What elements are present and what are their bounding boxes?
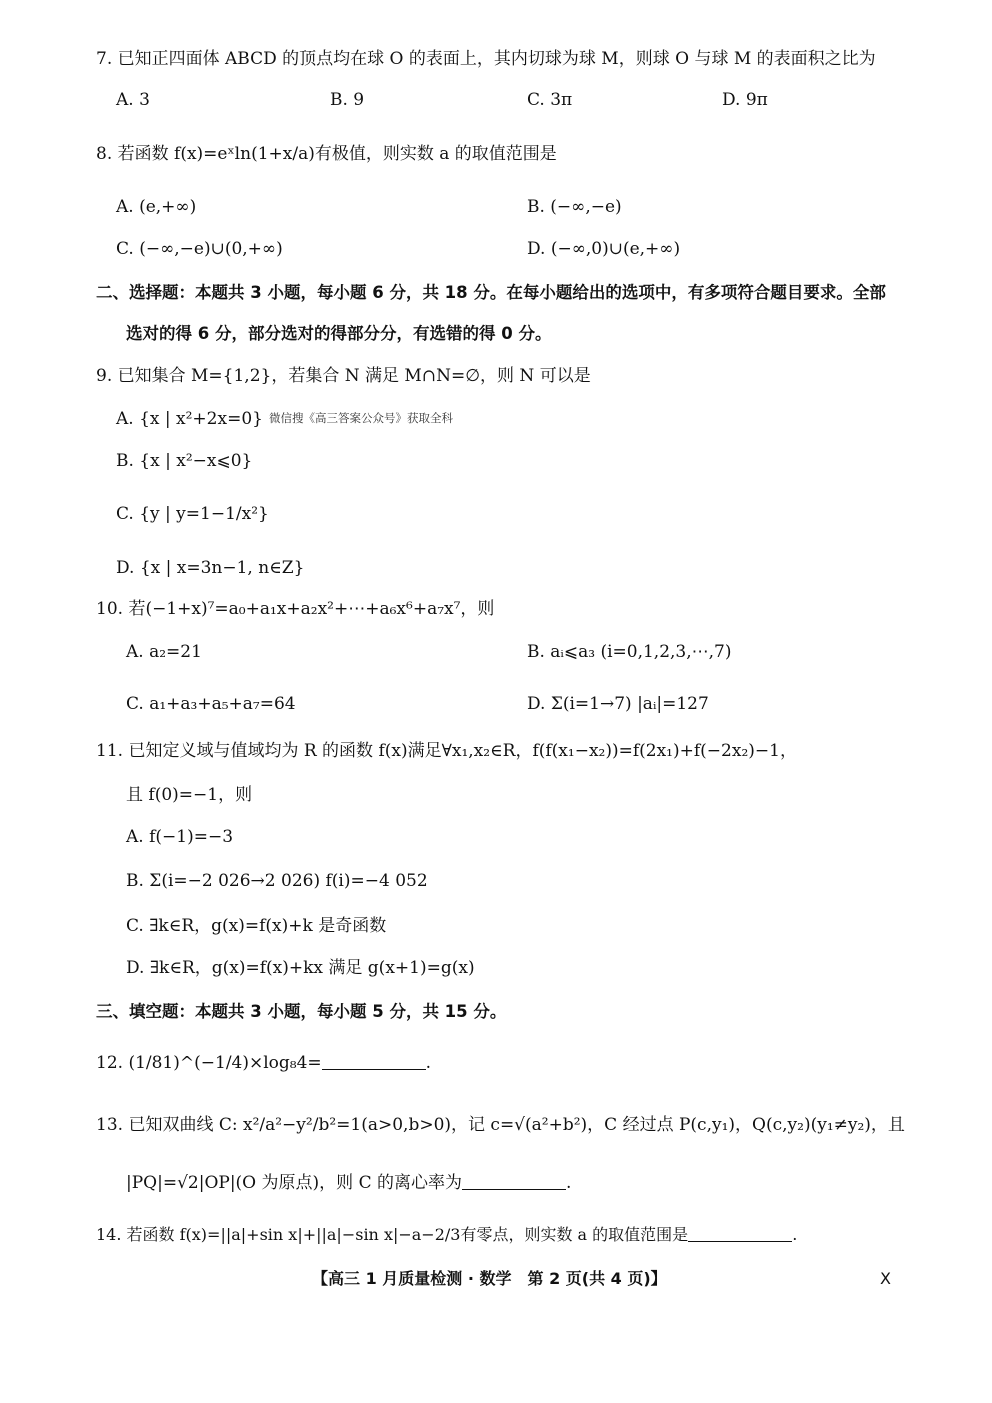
q11-stem-line1: 11. 已知定义域与值域均为 R 的函数 f(x)满足∀x₁,x₂∈R，f(f(x₁−x₂))=f(2x₁)+f(−2x₂)−1， — [96, 741, 797, 761]
q7-option-b: B. 9 — [330, 90, 365, 110]
q12-answer-blank[interactable] — [322, 1053, 426, 1070]
q11-stem-line2: 且 f(0)=−1，则 — [126, 785, 253, 805]
q9-option-a: A. {x | x²+2x=0} — [116, 409, 263, 429]
q9-stem: 9. 已知集合 M={1,2}，若集合 N 满足 M∩N=∅，则 N 可以是 — [96, 366, 591, 386]
section2-header-line2: 选对的得 6 分，部分选对的得部分分，有选错的得 0 分。 — [126, 324, 552, 343]
q14-stem: 14. 若函数 f(x)=||a|+sin x|+||a|−sin x|−a−2/3有零点，则实数 a 的取值范围是 — [96, 1225, 689, 1244]
q11-option-b: B. Σ(i=−2 026→2 026) f(i)=−4 052 — [126, 871, 428, 891]
q11-option-a: A. f(−1)=−3 — [126, 827, 234, 847]
q10-option-a: A. a₂=21 — [126, 642, 202, 662]
section2-header-line1: 二、选择题：本题共 3 小题，每小题 6 分，共 18 分。在每小题给出的选项中，有多项符合题目要求。全部 — [96, 283, 886, 302]
q9-option-a-row — [116, 407, 453, 430]
q8-option-d: D. (−∞,0)∪(e,+∞) — [527, 239, 681, 259]
q10-option-c: C. a₁+a₃+a₅+a₇=64 — [126, 694, 296, 714]
section3-header: 三、填空题：本题共 3 小题，每小题 5 分，共 15 分。 — [96, 1002, 507, 1021]
q13-stem-line2: |PQ|=√2|OP|(O 为原点)，则 C 的离心率为 — [126, 1173, 462, 1193]
q8-stem: 8. 若函数 f(x)=eˣln(1+x/a)有极值，则实数 a 的取值范围是 — [96, 144, 557, 164]
q7-option-d: D. 9π — [722, 90, 768, 110]
q14-answer-blank[interactable] — [688, 1225, 792, 1242]
q13-row2 — [126, 1172, 571, 1194]
q13-answer-blank[interactable] — [462, 1173, 566, 1190]
q11-option-d: D. ∃k∈R，g(x)=f(x)+kx 满足 g(x+1)=g(x) — [126, 958, 475, 978]
watermark-note: 微信搜《高三答案公众号》获取全科 — [268, 411, 453, 425]
q14-end: . — [792, 1225, 798, 1244]
q12-end: . — [425, 1053, 432, 1073]
q13-end: . — [565, 1173, 572, 1193]
q13-stem-line1: 13. 已知双曲线 C: x²/a²−y²/b²=1(a>0,b>0)，记 c=√(a²+b²)，C 经过点 P(c,y₁)，Q(c,y₂)(y₁≠y₂)，且 — [96, 1115, 905, 1135]
page-footer: 【高三 1 月质量检测 · 数学 第 2 页(共 4 页)】 — [312, 1269, 667, 1288]
q7-stem: 7. 已知正四面体 ABCD 的顶点均在球 O 的表面上，其内切球为球 M，则球 O 与球 M 的表面积之比为 — [96, 49, 876, 69]
q9-option-b: B. {x | x²−x⩽0} — [116, 451, 253, 471]
q12-stem: 12. (1/81)^(−1/4)×log₈4= — [96, 1053, 322, 1073]
q8-option-b: B. (−∞,−e) — [527, 197, 622, 217]
q14-row — [96, 1224, 797, 1246]
q8-option-a: A. (e,+∞) — [116, 197, 197, 217]
q7-option-c: C. 3π — [527, 90, 573, 110]
q9-option-d: D. {x | x=3n−1, n∈Z} — [116, 558, 305, 578]
q10-stem: 10. 若(−1+x)⁷=a₀+a₁x+a₂x²+⋯+a₆x⁶+a₇x⁷，则 — [96, 599, 495, 619]
q10-option-d: D. Σ(i=1→7) |aᵢ|=127 — [527, 694, 709, 714]
footer-mark: X — [880, 1269, 891, 1288]
q11-option-c: C. ∃k∈R，g(x)=f(x)+k 是奇函数 — [126, 916, 387, 936]
q12-row — [96, 1052, 431, 1074]
q10-option-b: B. aᵢ⩽a₃ (i=0,1,2,3,⋯,7) — [527, 642, 732, 662]
q9-option-c: C. {y | y=1−1/x²} — [116, 504, 269, 524]
q8-option-c: C. (−∞,−e)∪(0,+∞) — [116, 239, 283, 259]
q7-option-a: A. 3 — [116, 90, 150, 110]
